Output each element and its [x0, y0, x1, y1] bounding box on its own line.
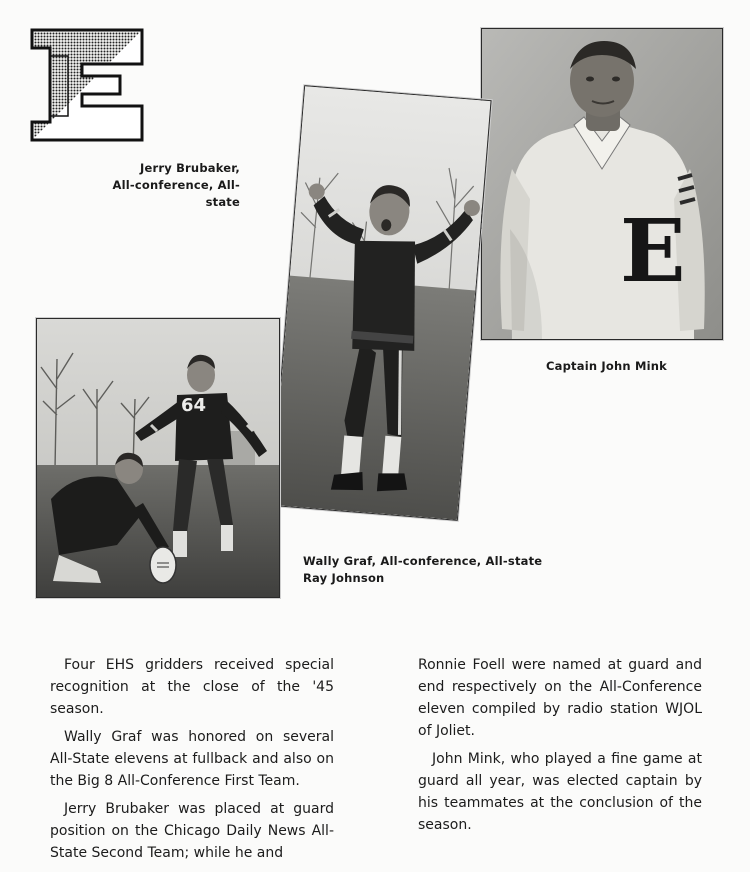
- sweater-letter-e: E: [620, 201, 686, 302]
- caption-brubaker-honors: All-conference, All-state: [112, 178, 240, 209]
- article-column-left: [50, 654, 334, 870]
- caption-graf-johnson: [303, 553, 542, 587]
- jersey-number-64: 64: [181, 395, 207, 416]
- caption-brubaker-name: Jerry Brubaker,: [139, 161, 240, 175]
- caption-graf: Wally Graf, All-conference, All-state: [303, 554, 543, 568]
- photo-ray-johnson-kick: [36, 318, 280, 598]
- photo-captain-john-mink: [481, 28, 723, 340]
- article-paragraph: Jerry Brubaker was placed at guard position on the Chicago Daily News All-State Second Team; while he and: [50, 801, 334, 861]
- caption-johnson: Ray Johnson: [303, 571, 385, 585]
- article-column-right: [418, 654, 702, 842]
- block-letter-e-logo: [28, 26, 146, 144]
- article-paragraph: Wally Graf was honored on several All-State elevens at fullback and also on the Big 8 All-Conference First Team.: [50, 729, 334, 789]
- article-paragraph: John Mink, who played a fine game at guard all year, was elected captain by his teammates at the conclusion of the season.: [418, 751, 702, 833]
- article-paragraph: Ronnie Foell were named at guard and end respectively on the All-Conference eleven compiled by radio station WJOL of Joliet.: [418, 657, 702, 739]
- caption-mink: Captain John Mink: [546, 359, 667, 373]
- photo-wally-graf: [270, 85, 491, 521]
- article-paragraph: Four EHS gridders received special recognition at the close of the '45 season.: [50, 657, 334, 717]
- caption-brubaker: [90, 160, 240, 211]
